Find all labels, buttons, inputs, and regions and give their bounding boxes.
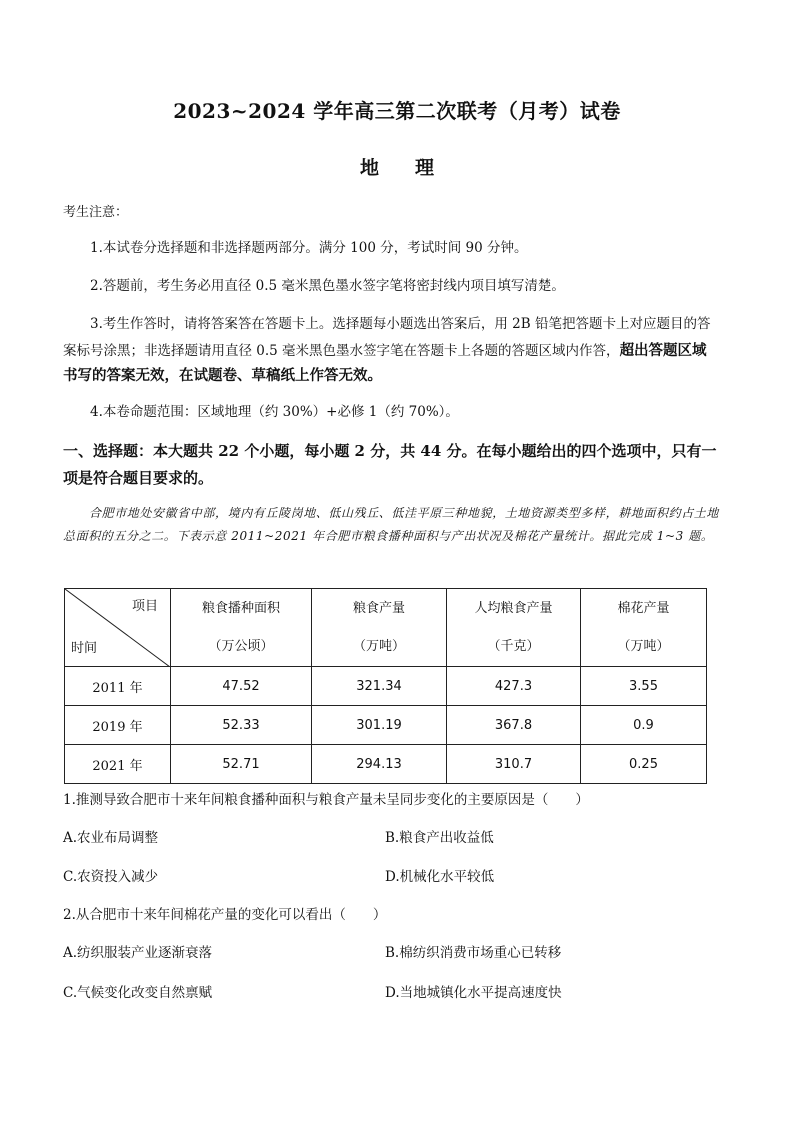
year-cell: 2019 年	[65, 706, 171, 745]
corner-bottom-label: 时间	[71, 641, 98, 656]
value-cell: 47.52	[171, 667, 312, 706]
reading-passage: 合肥市地处安徽省中部，境内有丘陵岗地、低山残丘、低洼平原三种地貌，土地资源类型多样，耕地面积约占土地总面积的五分之二。下表示意 2011~2021 年合肥市粮食播种面积与产出状况及棉花产量统计。据此完成 1~3 题。	[63, 506, 720, 543]
year-cell: 2011 年	[65, 667, 171, 706]
table-header-row	[65, 589, 707, 667]
notice-item-3-emphasis: 超出答题区域	[619, 342, 707, 359]
question-1-option-b[interactable]: B.粮食产出收益低	[385, 830, 494, 846]
table-row	[65, 745, 707, 784]
notice-item-3-line-2	[63, 340, 707, 362]
section-heading: 一、选择题：本大题共 22 个小题，每小题 2 分，共 44 分。在每小题给出的四个选项中，只有一项是符合题目要求的。	[63, 442, 717, 487]
notice-item-3-line-1: 3.考生作答时，请将答案答在答题卡上。选择题每小题选出答案后，用 2B 铅笔把答题卡上对应题目的答	[90, 316, 711, 332]
notice-heading: 考生注意：	[63, 205, 129, 220]
question-2-stem: 2.从合肥市十来年间棉花产量的变化可以看出（ ）	[63, 907, 387, 923]
notice-item-3-text: 案标号涂黑；非选择题请用直径 0.5 毫米黑色墨水签字笔在答题卡上各题的答题区域内作答，	[63, 343, 620, 359]
value-cell: 294.13	[312, 745, 447, 784]
value-cell: 52.71	[171, 745, 312, 784]
table-header-cell	[447, 589, 581, 667]
year-cell: 2021 年	[65, 745, 171, 784]
value-cell: 310.7	[447, 745, 581, 784]
column-unit: （万吨）	[352, 638, 405, 654]
table-header-cell	[312, 589, 447, 667]
question-1-option-c[interactable]: C.农资投入减少	[63, 869, 159, 885]
table-header-cell	[581, 589, 707, 667]
question-1-stem: 1.推测导致合肥市十来年间粮食播种面积与粮食产量未呈同步变化的主要原因是（ ）	[63, 792, 589, 808]
table-header-cell	[171, 589, 312, 667]
column-unit: （万公顷）	[208, 638, 274, 654]
table-corner-cell	[65, 589, 171, 667]
notice-item-2: 2.答题前，考生务必用直径 0.5 毫米黑色墨水签字笔将密封线内项目填写清楚。	[90, 278, 565, 294]
question-2-option-c[interactable]: C.气候变化改变自然禀赋	[63, 985, 213, 1001]
subject-char-2: 理	[415, 157, 435, 179]
value-cell: 367.8	[447, 706, 581, 745]
column-name: 粮食产量	[352, 600, 405, 616]
column-name: 粮食播种面积	[201, 600, 280, 616]
column-name: 棉花产量	[617, 600, 670, 616]
question-2-option-b[interactable]: B.棉纺织消费市场重心已转移	[385, 945, 562, 961]
value-cell: 0.9	[581, 706, 707, 745]
value-cell: 52.33	[171, 706, 312, 745]
question-1-option-a[interactable]: A.农业布局调整	[63, 830, 159, 846]
notice-item-4: 4.本卷命题范围：区域地理（约 30%）+必修 1（约 70%）。	[90, 404, 459, 420]
value-cell: 427.3	[447, 667, 581, 706]
subject-title	[0, 153, 794, 180]
column-name: 人均粮食产量	[474, 600, 553, 616]
value-cell: 321.34	[312, 667, 447, 706]
exam-title: 2023~2024 学年高三第二次联考（月考）试卷	[173, 99, 621, 123]
value-cell: 0.25	[581, 745, 707, 784]
question-2-option-a[interactable]: A.纺织服装产业逐渐衰落	[63, 945, 213, 961]
value-cell: 3.55	[581, 667, 707, 706]
question-2-option-d[interactable]: D.当地城镇化水平提高速度快	[385, 985, 562, 1001]
table-row	[65, 667, 707, 706]
statistics-table	[64, 588, 707, 784]
column-unit: （万吨）	[617, 638, 670, 654]
question-1-option-d[interactable]: D.机械化水平较低	[385, 869, 495, 885]
notice-item-3-line-3: 书写的答案无效，在试题卷、草稿纸上作答无效。	[63, 367, 382, 384]
notice-item-1: 1.本试卷分选择题和非选择题两部分。满分 100 分，考试时间 90 分钟。	[90, 240, 528, 256]
value-cell: 301.19	[312, 706, 447, 745]
subject-char-1: 地	[359, 157, 379, 179]
corner-top-label: 项目	[131, 599, 158, 614]
table-row	[65, 706, 707, 745]
column-unit: （千克）	[487, 638, 540, 654]
